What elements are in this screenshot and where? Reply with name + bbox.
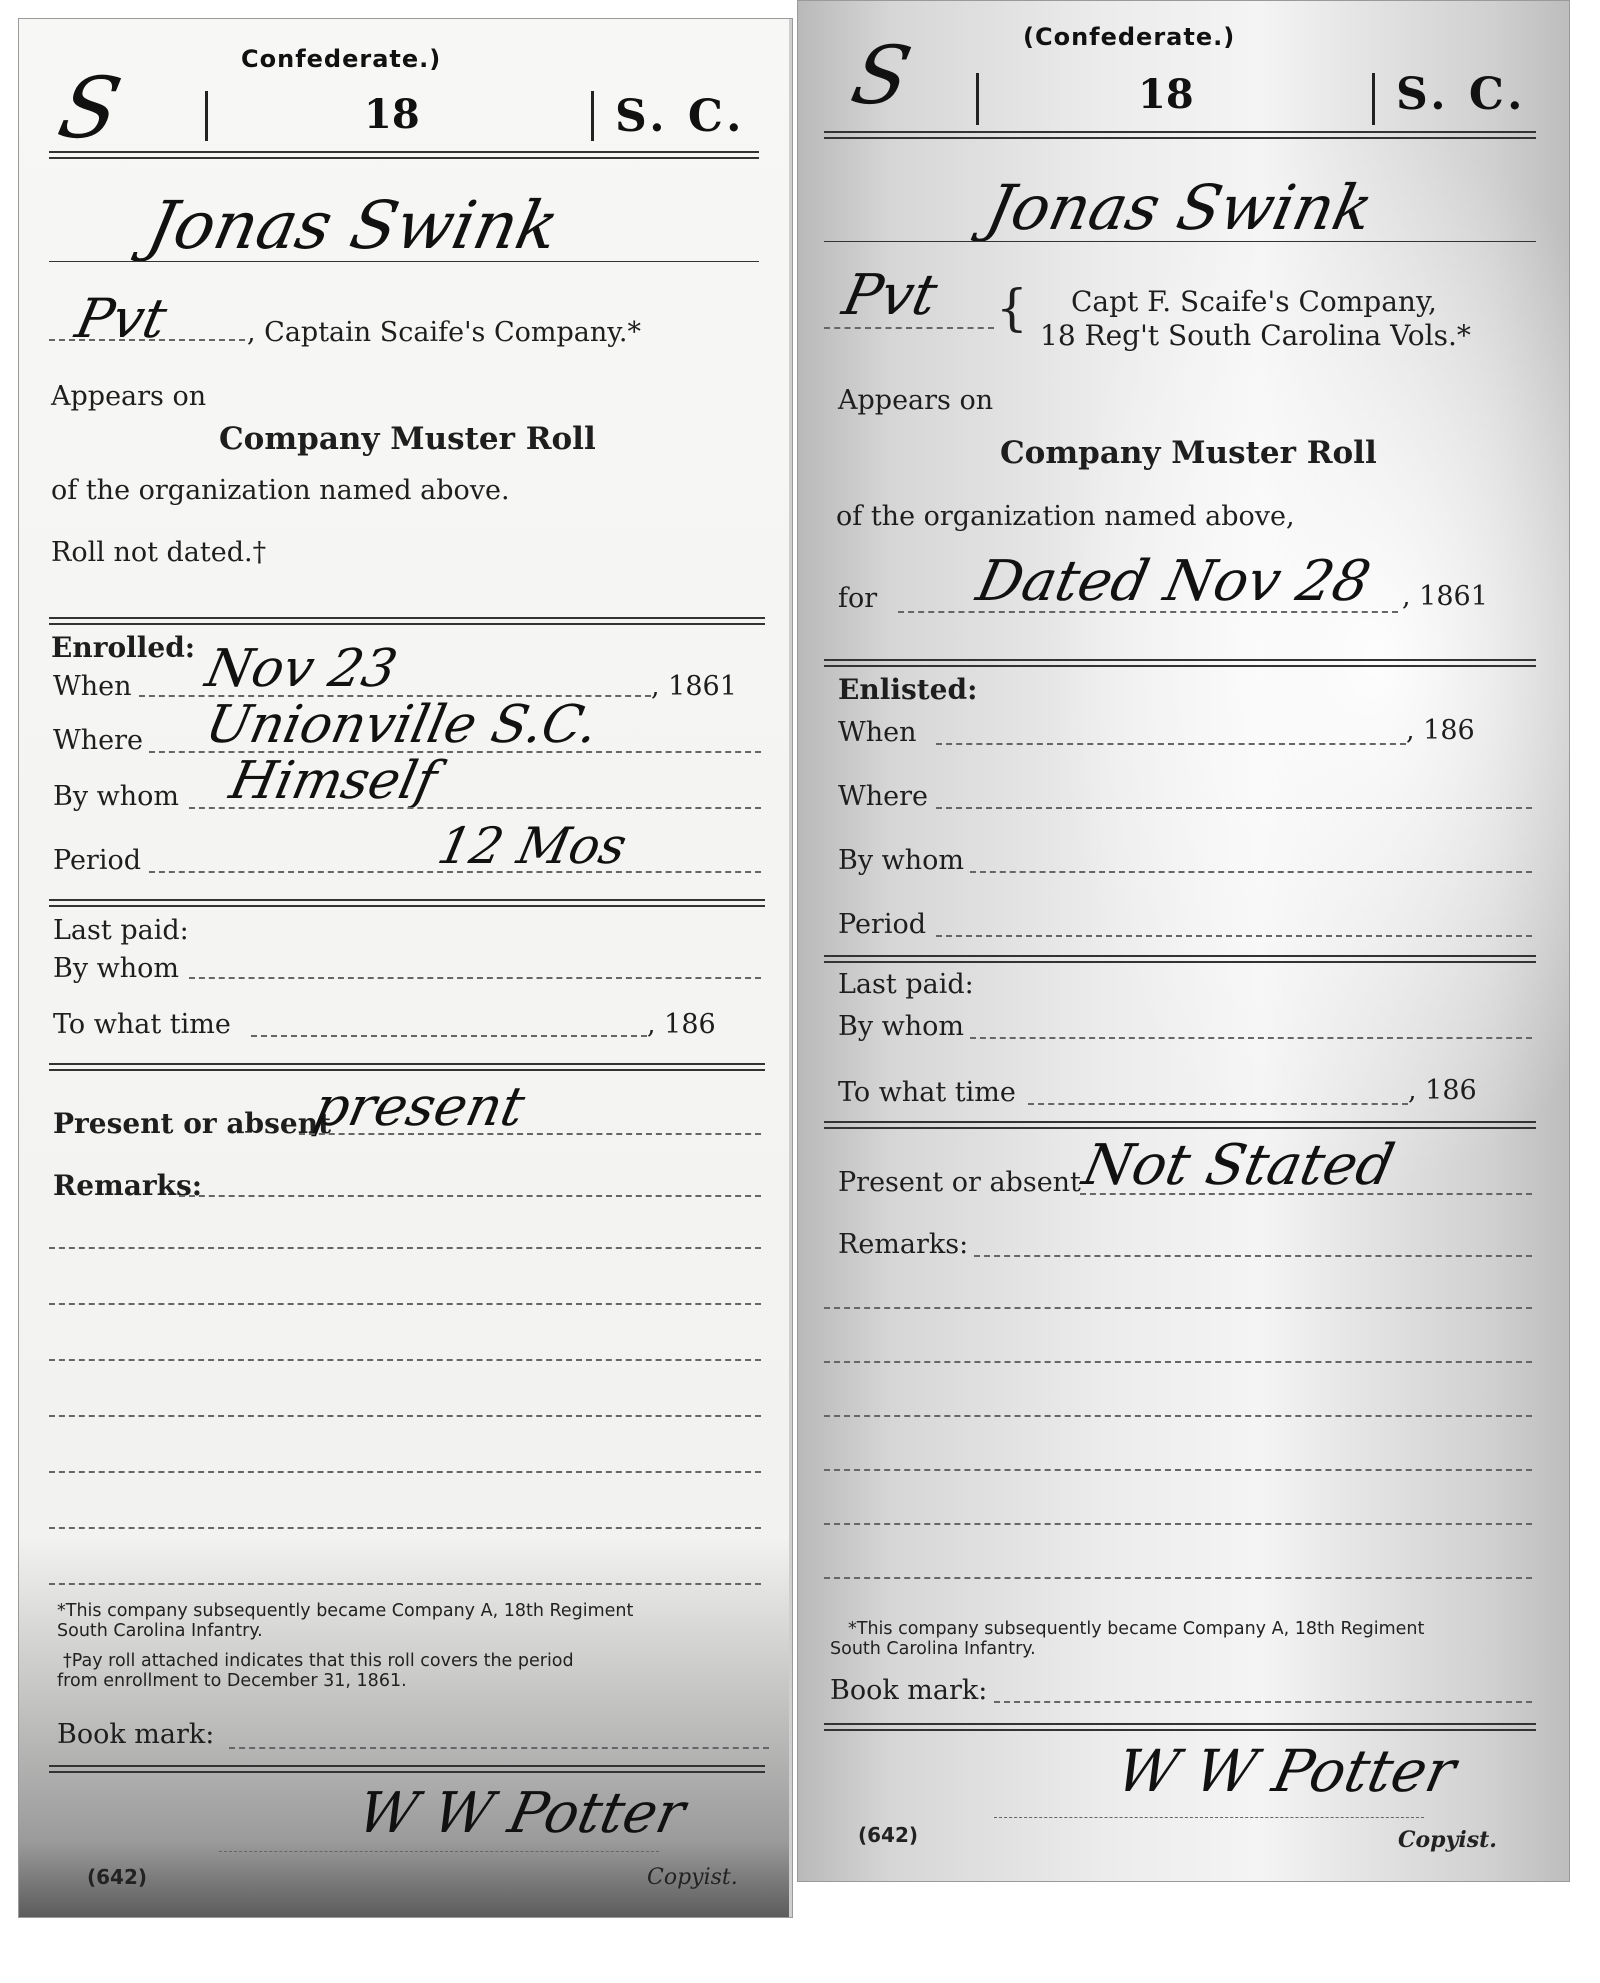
enrolled-where-value: Unionville S.C. — [200, 695, 604, 755]
header-divider — [591, 91, 594, 141]
to-what-time-line — [251, 1035, 647, 1037]
remarks-line — [179, 1195, 761, 1197]
section-rule — [824, 659, 1536, 667]
remarks-line — [49, 1527, 761, 1529]
org-named-text: of the organization named above. — [51, 475, 510, 506]
form-number: (642) — [87, 1865, 148, 1889]
rank-line — [824, 327, 994, 329]
for-label: for — [838, 583, 878, 614]
remarks-line — [49, 1303, 761, 1305]
last-paid-heading: Last paid: — [838, 969, 974, 1000]
enrolled-period-label: Period — [53, 845, 142, 876]
remarks-line — [49, 1247, 761, 1249]
signature-line — [994, 1817, 1424, 1818]
period-line — [936, 935, 1532, 937]
period-line — [149, 871, 761, 873]
for-line — [898, 611, 1398, 613]
last-paid-by-whom-line — [970, 1037, 1532, 1039]
present-line — [299, 1133, 761, 1135]
enrolled-by-whom-value: Himself — [224, 751, 443, 811]
present-line — [1080, 1193, 1532, 1195]
enlisted-where-label: Where — [838, 781, 929, 812]
enlisted-when-year: , 186 — [1406, 715, 1475, 746]
section-rule — [49, 1063, 765, 1071]
state-code: S. C. — [1396, 69, 1527, 120]
footnote-1-line-1: *This company subsequently became Company A, 18th Regiment — [57, 1601, 634, 1621]
book-mark-label: Book mark: — [830, 1675, 988, 1706]
bracket-icon: { — [996, 279, 1028, 337]
section-rule — [824, 955, 1536, 963]
by-whom-line — [970, 871, 1532, 873]
remarks-line — [824, 1577, 1532, 1579]
enrolled-where-label: Where — [53, 725, 144, 756]
enrolled-heading: Enrolled: — [51, 631, 196, 664]
remarks-line — [49, 1359, 761, 1361]
section-rule — [49, 899, 765, 907]
enrolled-when-value: Nov 23 — [200, 639, 403, 699]
signature-line — [219, 1851, 659, 1852]
header-divider — [976, 73, 979, 125]
roll-title: Company Muster Roll — [219, 421, 596, 457]
roll-not-dated-text: Roll not dated.† — [51, 537, 267, 568]
to-what-time-line — [1028, 1103, 1408, 1105]
footnote-1-line-2: South Carolina Infantry. — [830, 1639, 1036, 1659]
enlisted-by-whom-label: By whom — [838, 845, 965, 876]
confederate-header: (Confederate.) — [1023, 23, 1236, 51]
footnote-1-line-1: *This company subsequently became Company A, 18th Regiment — [848, 1619, 1425, 1639]
state-letter: S — [844, 29, 919, 122]
soldier-rank: Pvt — [837, 263, 943, 328]
footnote-2-line-2: from enrollment to December 31, 1861. — [57, 1671, 407, 1691]
remarks-line — [49, 1471, 761, 1473]
when-line — [936, 743, 1406, 745]
left-muster-card — [18, 18, 793, 1918]
appears-on-label: Appears on — [838, 385, 994, 416]
remarks-line — [974, 1255, 1532, 1257]
enlisted-when-label: When — [838, 717, 917, 748]
enrolled-by-whom-label: By whom — [53, 781, 180, 812]
by-whom-line — [189, 807, 761, 809]
last-paid-by-whom-line — [189, 977, 761, 979]
remarks-line — [824, 1523, 1532, 1525]
book-mark-label: Book mark: — [57, 1719, 215, 1750]
remarks-label: Remarks: — [53, 1169, 203, 1202]
remarks-line — [824, 1307, 1532, 1309]
company-line-2: 18 Reg't South Carolina Vols.* — [1040, 319, 1471, 352]
org-named-text: of the organization named above, — [836, 501, 1295, 532]
roll-title: Company Muster Roll — [1000, 435, 1377, 471]
regiment-number: 18 — [364, 91, 420, 138]
name-line — [49, 261, 759, 262]
remarks-line — [824, 1415, 1532, 1417]
section-rule — [49, 1765, 765, 1773]
section-rule — [824, 1723, 1536, 1731]
header-rule — [49, 151, 759, 159]
soldier-name: Jonas Swink — [140, 187, 566, 264]
remarks-line — [824, 1469, 1532, 1471]
rank-line — [49, 339, 245, 341]
footnote-1-line-2: South Carolina Infantry. — [57, 1621, 263, 1641]
book-mark-line — [994, 1701, 1532, 1703]
footnote-2-line-1: †Pay roll attached indicates that this roll covers the period — [63, 1651, 574, 1671]
copyist-label: Copyist. — [647, 1865, 738, 1890]
copyist-signature: W W Potter — [352, 1781, 691, 1846]
remarks-line — [49, 1415, 761, 1417]
regiment-number: 18 — [1138, 71, 1194, 118]
header-divider — [205, 91, 208, 141]
book-mark-line — [229, 1747, 769, 1749]
copyist-signature: W W Potter — [1110, 1737, 1462, 1805]
to-what-time-year: , 186 — [1408, 1075, 1477, 1106]
to-what-time-year: , 186 — [647, 1009, 716, 1040]
for-value: Dated Nov 28 — [971, 549, 1376, 614]
form-number: (642) — [858, 1823, 919, 1847]
where-line — [936, 807, 1532, 809]
enlisted-heading: Enlisted: — [838, 673, 978, 706]
for-year: , 1861 — [1402, 581, 1488, 612]
last-paid-by-whom-label: By whom — [53, 953, 180, 984]
enrolled-when-year: , 1861 — [651, 671, 737, 702]
remarks-label: Remarks: — [838, 1229, 969, 1260]
name-line — [824, 241, 1536, 242]
last-paid-heading: Last paid: — [53, 915, 189, 946]
right-muster-card — [797, 0, 1570, 1882]
confederate-header: Confederate.) — [241, 45, 442, 73]
appears-on-label: Appears on — [51, 381, 207, 412]
soldier-rank: Pvt — [70, 287, 173, 350]
section-rule — [49, 617, 765, 625]
copyist-label: Copyist. — [1398, 1827, 1497, 1853]
remarks-line — [824, 1361, 1532, 1363]
state-letter: S — [50, 59, 129, 157]
enlisted-period-label: Period — [838, 909, 927, 940]
present-or-absent-label: Present or absent — [53, 1107, 332, 1140]
company-line-1: Capt F. Scaife's Company, — [1071, 285, 1437, 318]
to-what-time-label: To what time — [53, 1009, 231, 1040]
present-or-absent-value: present — [308, 1075, 531, 1138]
header-rule — [824, 131, 1536, 139]
soldier-name: Jonas Swink — [980, 171, 1380, 244]
enrolled-period-value: 12 Mos — [432, 817, 632, 875]
present-or-absent-value: Not Stated — [1077, 1133, 1400, 1198]
enrolled-when-label: When — [53, 671, 132, 702]
state-code: S. C. — [615, 91, 746, 142]
remarks-line — [49, 1583, 761, 1585]
last-paid-by-whom-label: By whom — [838, 1011, 965, 1042]
company-name: , Captain Scaife's Company.* — [247, 317, 641, 348]
to-what-time-label: To what time — [838, 1077, 1016, 1108]
header-divider — [1372, 73, 1375, 125]
section-rule — [824, 1121, 1536, 1129]
present-or-absent-label: Present or absent — [838, 1167, 1081, 1198]
